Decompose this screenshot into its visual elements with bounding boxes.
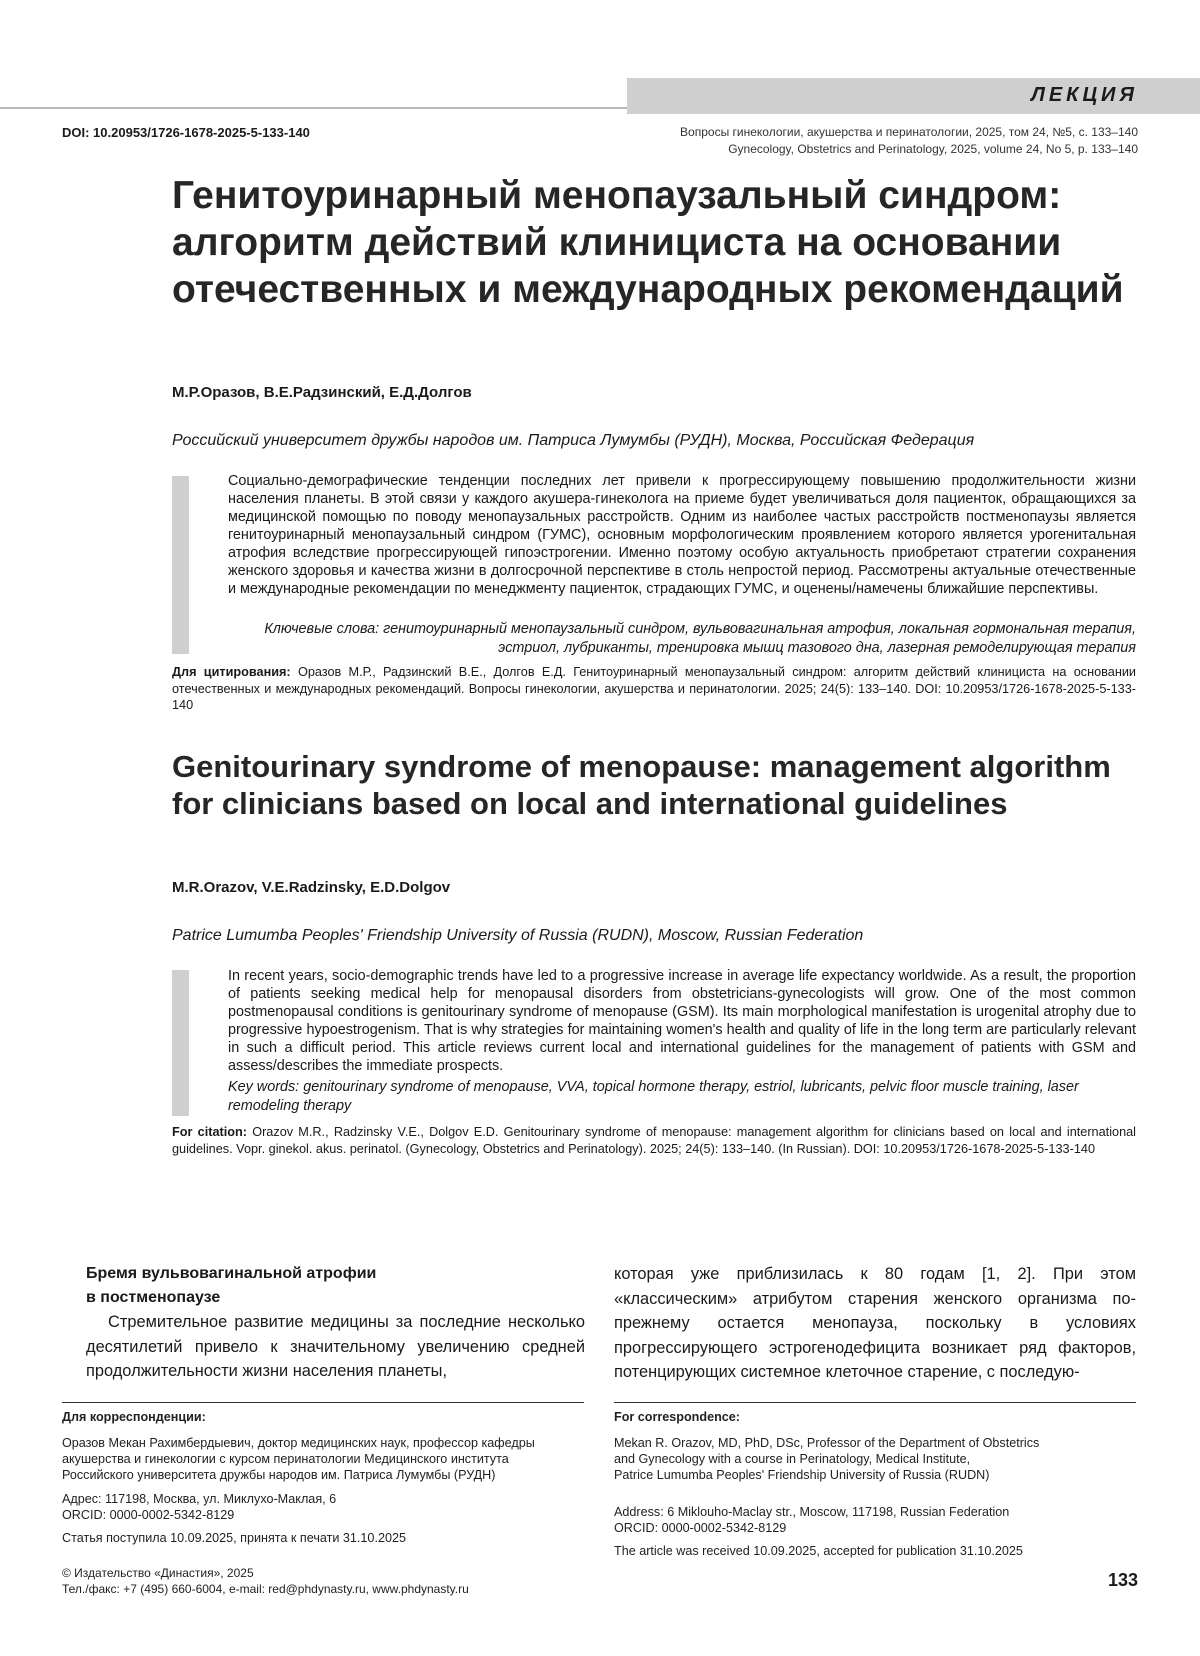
page-number: 133 — [1107, 1570, 1138, 1590]
correspondence-ru-dates: Статья поступила 10.09.2025, принята к печати 31.10.2025 — [62, 1531, 406, 1545]
citation-ru-text: Оразов М.Р., Радзинский В.Е., Долгов Е.Д. Генитоуринарный менопаузальный синдром: алгоритм действий клинициста на основании отечественных и международных рекомендаций. Вопросы гинекологии, акушерства и перинатологии. 2025; 24(5): 133–140. DOI: 10.20953/1726-1678-2025-5-133-140 — [172, 665, 1137, 712]
section-label: ЛЕКЦИЯ — [1031, 84, 1138, 106]
publisher-copyright: © Издательство «Династия», 2025 — [62, 1566, 254, 1580]
doi: DOI: 10.20953/1726-1678-2025-5-133-140 — [62, 125, 310, 140]
correspondence-en-dates: The article was received 10.09.2025, accepted for publication 31.10.2025 — [614, 1544, 1023, 1558]
keywords-ru — [228, 620, 1136, 658]
abstract-ru-bar — [172, 476, 189, 654]
journal-ru: Вопросы гинекологии, акушерства и перинатологии, 2025, том 24, №5, с. 133–140 — [680, 125, 1138, 139]
section-heading-1: Бремя вульвовагинальной атрофии — [86, 1265, 377, 1282]
keywords-ru-label: Ключевые слова: — [264, 621, 380, 637]
keywords-en — [228, 1078, 1136, 1116]
correspondence-ru-orcid: ORCID: 0000-0002-5342-8129 — [62, 1508, 235, 1522]
title-ru: Генитоуринарный менопаузальный синдром: алгоритм действий клинициста на основании отечественных и международных рекомендаций — [172, 174, 1124, 311]
abstract-ru: Социально-демографические тенденции последних лет привели к прогрессирующему повышению продолжительности жизни населения планеты. В этой связи у каждого акушера-гинеколога на приеме будет увеличиваться доля пациенток, обращающихся за медицинской помощью по поводу менопаузальных расстройств. Одним из наиболее частых расстройств постменопаузы является генитоуринарный менопаузальный синдром (ГУМС), основным морфологическим проявлением которого является урогенитальная атрофия вследствие прогрессирующей гипоэстрогении. Именно поэтому особую актуальность приобретают стратегии сохранения женского здоровья и качества жизни в долгосрочной перспективе в столь непростой период. Рассмотрены актуальные отечественные и международные рекомендации по менеджменту пациенток, страдающих ГУМС, и оценены/намечены ближайшие перспективы. — [228, 473, 1136, 597]
publisher-contacts: Тел./факс: +7 (495) 660-6004, e-mail: red@phdynasty.ru, www.phdynasty.ru — [62, 1582, 469, 1596]
header-rule — [0, 107, 632, 109]
publisher-info — [62, 1565, 469, 1597]
body-left-column — [86, 1262, 585, 1384]
correspondence-en-person-2: and Gynecology with a course in Perinatology, Medical Institute, — [614, 1452, 971, 1466]
citation-en — [172, 1124, 1136, 1157]
correspondence-en-person-3: Patrice Lumumba Peoples' Friendship University of Russia (RUDN) — [614, 1468, 990, 1482]
title-en: Genitourinary syndrome of menopause: management algorithm for clinicians based on local and international guidelines — [172, 749, 1111, 821]
correspondence-ru-heading: Для корреспонденции: — [62, 1410, 206, 1424]
body-text-right: которая уже приблизилась к 80 годам [1, 2]. При этом «классическим» атрибутом старения женского организма по-прежнему остается менопауза, поскольку в условиях прогрессирующего эстрогенодефицита возникает ряд факторов, потенцирующих системное клеточное старение, с последую- — [614, 1265, 1136, 1381]
correspondence-en-address: Address: 6 Miklouho-Maclay str., Moscow, 117198, Russian Federation — [614, 1505, 1010, 1519]
keywords-en-label: Key words: — [228, 1079, 300, 1095]
citation-ru-label: Для цитирования: — [172, 665, 291, 679]
keywords-ru-text: генитоуринарный менопаузальный синдром, вульвовагинальная атрофия, локальная гормональная терапия, эстриол, лубриканты, тренировка мышц тазового дна, лазерная ремоделирующая терапия — [383, 621, 1136, 656]
affiliation-ru: Российский университет дружбы народов им. Патриса Лумумбы (РУДН), Москва, Российская Федерация — [172, 432, 975, 449]
journal-info — [680, 124, 1138, 158]
body-text-left: Стремительное развитие медицины за последние несколько десятилетий привело к значительному увеличению средней продолжительности жизни населения планеты, — [86, 1313, 585, 1380]
correspondence-en — [614, 1409, 1136, 1559]
body-right-column — [614, 1262, 1136, 1385]
correspondence-en-person-1: Mekan R. Orazov, MD, PhD, DSc, Professor of the Department of Obstetrics — [614, 1436, 1040, 1450]
authors-en: M.R.Orazov, V.E.Radzinsky, E.D.Dolgov — [172, 879, 451, 896]
section-band — [627, 78, 1200, 114]
correspondence-en-rule — [614, 1402, 1136, 1403]
correspondence-ru-person: Оразов Мекан Рахимбердыевич, доктор медицинских наук, профессор кафедры акушерства и гинекологии с курсом перинатологии Медицинского института Российского университета дружбы народов им. Патриса Лумумбы (РУДН) — [62, 1436, 535, 1482]
section-heading-2: в постменопаузе — [86, 1289, 221, 1306]
citation-ru — [172, 664, 1136, 714]
correspondence-ru-address: Адрес: 117198, Москва, ул. Миклухо-Маклая, 6 — [62, 1492, 337, 1506]
correspondence-en-heading: For correspondence: — [614, 1410, 740, 1424]
abstract-en-bar — [172, 970, 189, 1116]
citation-en-text: Orazov M.R., Radzinsky V.E., Dolgov E.D. Genitourinary syndrome of menopause: management algorithm for clinicians based on local and international guidelines. Vopr. ginekol. akus. perinatol. (Gynecology, Obstetrics and Perinatology). 2025; 24(5): 133–140. (In Russian). DOI: 10.20953/1726-1678-2025-5-133-140 — [172, 1125, 1136, 1156]
abstract-en: In recent years, socio-demographic trends have led to a progressive increase in average life expectancy worldwide. As a result, the proportion of patients seeking medical help for menopausal disorders from obstetricians-gynecologists will grow. One of the most common postmenopausal conditions is genitourinary syndrome of menopause (GSM). Its main morphological manifestation is urogenital atrophy due to progressive hypoestrogenism. That is why strategies for maintaining women's health and quality of life in the long term are particularly relevant in such a difficult period. This article reviews current local and international guidelines for the management of patients with GSM and assess/describes the immediate prospects. — [228, 968, 1136, 1074]
correspondence-ru-rule — [62, 1402, 584, 1403]
affiliation-en: Patrice Lumumba Peoples' Friendship University of Russia (RUDN), Moscow, Russian Federation — [172, 927, 864, 944]
journal-en: Gynecology, Obstetrics and Perinatology, 2025, volume 24, No 5, p. 133–140 — [728, 142, 1138, 156]
keywords-en-text: genitourinary syndrome of menopause, VVA, topical hormone therapy, estriol, lubricants, pelvic floor muscle training, laser remodeling therapy — [228, 1079, 1079, 1114]
authors-ru: М.Р.Оразов, В.Е.Радзинский, Е.Д.Долгов — [172, 384, 472, 401]
citation-en-label: For citation: — [172, 1125, 247, 1139]
correspondence-ru — [62, 1409, 562, 1546]
correspondence-en-orcid: ORCID: 0000-0002-5342-8129 — [614, 1521, 787, 1535]
